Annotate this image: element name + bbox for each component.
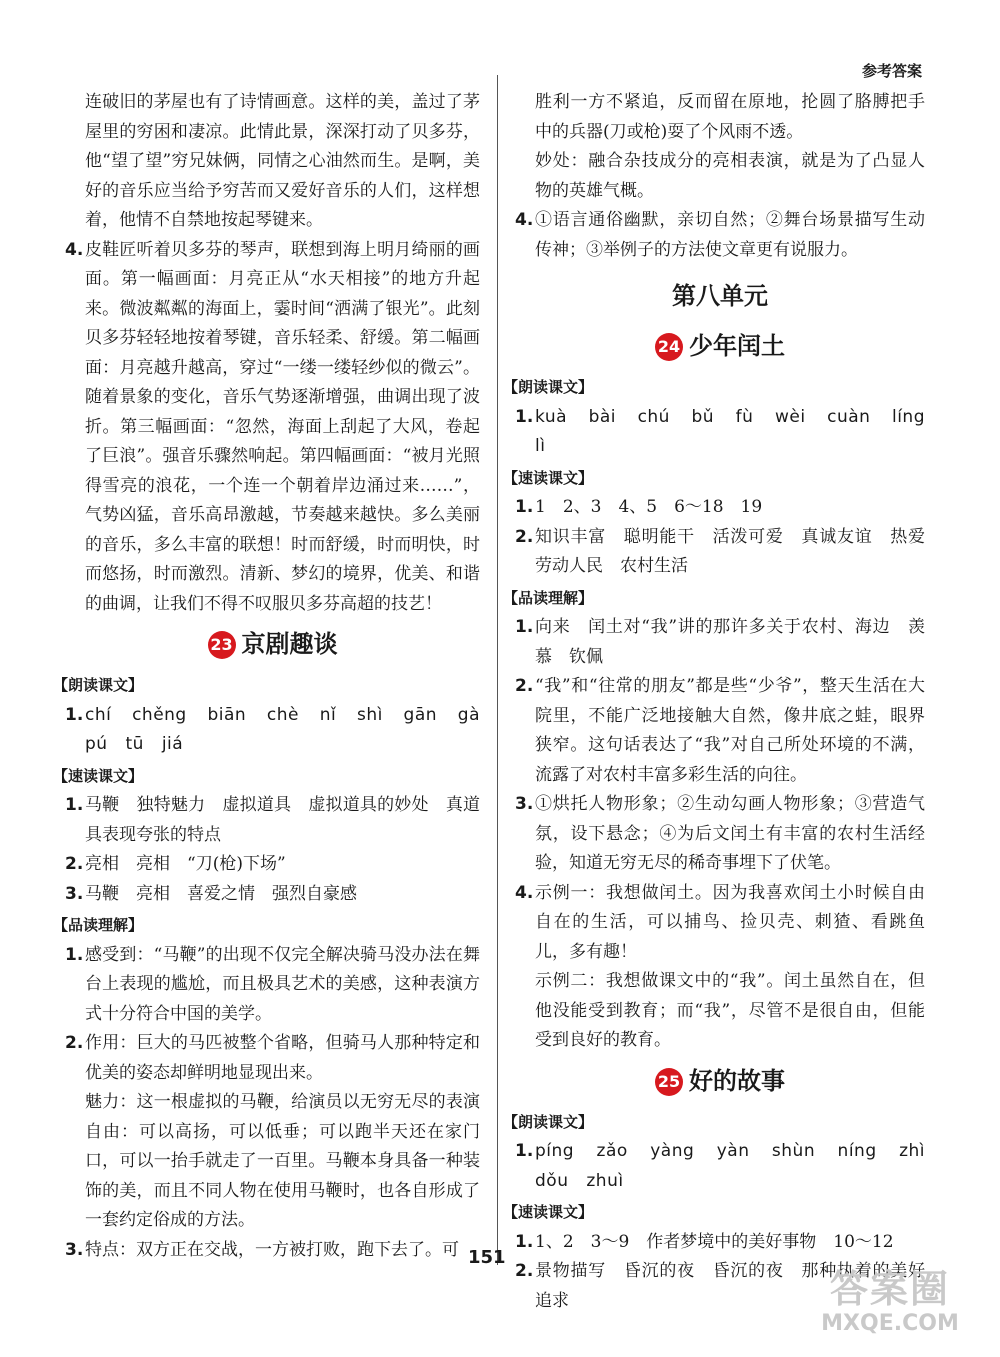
item-text: 感受到：“马鞭”的出现不仅完全解决骑马没办法在舞台上表现的尴尬，而且极具艺术的美感，这种表演方式十分符合中国的美学。 [85,944,480,1024]
item-text: 向来 闰土对“我”讲的那许多关于农村、海边 羡慕 钦佩 [535,617,925,667]
item-number: 1. [515,1231,534,1252]
answer-item [515,672,925,790]
answer-item [65,1029,480,1088]
item-number: 3. [65,1239,84,1260]
answer-item [515,493,925,523]
item-number: 4. [515,882,534,903]
section-title: 【朗读课文】 [503,378,594,396]
pinyin-answer: chí chěng biān chè nǐ shì gān gà pú tū jiá [85,704,480,754]
item-text: “我”和“往常的朋友”都是些“少爷”，整天生活在大院里，不能广泛地接触大自然，像井底之蛙，眼界狭窄。这句话表达了“我”对自己所处环境的不满，流露了对农村丰富多彩生活的向往。 [535,676,925,785]
item-text: 皮鞋匠听着贝多芬的琴声，联想到海上明月绮丽的画面。第一幅画面：月亮正从“水天相接”的地方升起来。微波粼粼的海面上，霎时间“洒满了银光”。此刻贝多芬轻轻地按着琴键，音乐轻柔、舒缓。第二幅画面：月亮越升越高，穿过“一缕一缕轻纱似的微云”。随着景象的变化，音乐气势逐渐增强，曲调出现了波折。第三幅画面：“忽然，海面上刮起了大风，卷起了巨浪”。强音乐骤然响起。第四幅画面：“被月光照得雪亮的浪花，一个连一个朝着岸边涌过来……”，气势凶猛，音乐高昂激越，节奏越来越快。多么美丽的音乐，多么丰富的联想！时而舒缓，时而明快，时而悠扬，时而激烈。清新、梦幻的境界，优美、和谐的曲调，让我们不得不叹服贝多芬高超的技艺！ [85,239,480,614]
lesson-number-badge: 25 [655,1068,683,1096]
answer-item [65,941,480,1030]
answer-item [65,1236,480,1266]
item-continuation: 示例二：我想做课文中的“我”。闰土虽然自在，但他没能受到教育；而“我”，尽管不是很自由，但能受到良好的教育。 [535,971,925,1050]
header-title: 参考答案 [861,62,922,80]
answer-item [65,791,480,850]
item-text: 1 2、3 4、5 6～18 19 [535,497,763,517]
answer-item [515,206,925,265]
section-title: 【品读理解】 [53,916,144,934]
item-text: 1、2 3～9 作者梦境中的美好事物 10～12 [535,1231,894,1252]
answer-item [515,1228,925,1258]
item-text: 景物描写 昏沉的夜 昏沉的夜 那种执着的美好追求 [535,1261,925,1311]
answer-item [65,880,480,910]
item-number: 2. [65,854,84,874]
item-number: 1. [515,617,534,637]
watermark-url: MXQE.COM [821,1311,959,1336]
answer-item [515,403,925,462]
watermark-logo [805,1267,975,1347]
answer-paragraph: 连破旧的茅屋也有了诗情画意。这样的美，盖过了茅屋里的穷困和凄凉。此情此景，深深打动了贝多芬，他“望了望”穷兄妹俩，同情之心油然而生。是啊，美好的音乐应当给予穷苦而又爱好音乐的人们，这样想着，他情不自禁地按起琴键来。 [85,92,480,230]
lesson-heading [65,621,480,669]
item-continuation: 妙处：融合杂技成分的亮相表演，就是为了凸显人物的英雄气概。 [535,151,925,201]
item-number: 4. [65,239,84,260]
item-continuation: 胜利一方不紧追，反而留在原地，抡圆了胳膊把手中的兵器(刀或枪)耍了个风雨不透。 [535,92,925,142]
item-text: ①语言通俗幽默，亲切自然；②舞台场景描写生动传神；③举例子的方法使文章更有说服力。 [535,210,925,260]
item-number: 2. [515,1261,534,1281]
item-text: 马鞭 独特魅力 虚拟道具 虚拟道具的妙处 真道具表现夸张的特点 [85,795,480,845]
item-number: 2. [515,676,534,696]
answer-item [515,1137,925,1196]
section-title: 【速读课文】 [503,1203,594,1221]
lesson-heading [515,1058,925,1106]
unit-title: 第八单元 [672,282,768,310]
item-text: 马鞭 亮相 喜爱之情 强烈自豪感 [85,883,357,904]
item-text: 亮相 亮相 “刀(枪)下场” [85,854,286,874]
page-number: 151 [468,1247,506,1268]
item-text: 特点：双方正在交战，一方被打败，跑下去了。可 [85,1239,459,1260]
watermark-text: 答案圈 [829,1267,950,1311]
item-number: 1. [515,497,534,517]
section-title: 【速读课文】 [53,766,144,785]
answer-item [515,523,925,582]
right-column [503,88,925,1316]
pinyin-answer: píng zǎo yàng yàn shùn níng zhì dǒu zhuì [535,1141,925,1191]
item-text: ①烘托人物形象；②生动勾画人物形象；③营造气氛，设下悬念；④为后文闰土有丰富的农村生活经验，知道无穷无尽的稀奇事埋下了伏笔。 [535,794,925,873]
item-number: 1. [515,406,534,427]
item-number: 3. [65,883,84,904]
item-number: 1. [65,704,84,725]
item-number: 1. [65,795,84,815]
item-number: 3. [515,794,534,814]
item-number: 1. [515,1141,534,1161]
section-title: 【朗读课文】 [53,676,144,694]
lesson-heading [515,323,925,371]
lesson-number-badge: 24 [655,333,683,361]
left-column [53,88,480,1265]
section-title: 【朗读课文】 [503,1112,594,1131]
answer-item [515,613,925,672]
column-divider [497,75,498,1265]
item-number: 1. [65,944,84,965]
answer-item [515,790,925,879]
item-number: 2. [65,1033,84,1053]
item-number: 4. [515,210,534,230]
answer-item [65,850,480,880]
lesson-title: 京剧趣谈 [241,630,338,659]
answer-item [65,236,480,620]
item-number: 2. [515,526,534,547]
answer-item [515,879,925,968]
item-text: 知识丰富 聪明能干 活泼可爱 真诚友谊 热爱劳动人民 农村生活 [535,526,925,576]
pinyin-answer: kuà bài chú bǔ fù wèi cuàn líng lì [535,406,925,456]
lesson-title: 少年闰土 [689,332,785,361]
answer-item [65,701,480,760]
item-text: 作用：巨大的马匹被整个省略，但骑马人那种特定和优美的姿态却鲜明地显现出来。 [85,1033,480,1083]
lesson-title: 好的故事 [689,1066,785,1095]
item-continuation: 魅力：这一根虚拟的马鞭，给演员以无穷无尽的表演自由：可以高扬，可以低垂；可以跑半天还在家门口，可以一抬手就走了一百里。马鞭本身具备一种装饰的美，而且不同人物在使用马鞭时，也各自形成了一套约定俗成的方法。 [85,1092,480,1230]
section-title: 【速读课文】 [503,468,594,487]
lesson-number-badge: 23 [208,631,236,659]
item-text: 示例一：我想做闰土。因为我喜欢闰土小时候自由自在的生活，可以捕鸟、捡贝壳、刺猹、看跳鱼儿，多有趣！ [535,882,925,962]
section-title: 【品读理解】 [503,588,594,607]
